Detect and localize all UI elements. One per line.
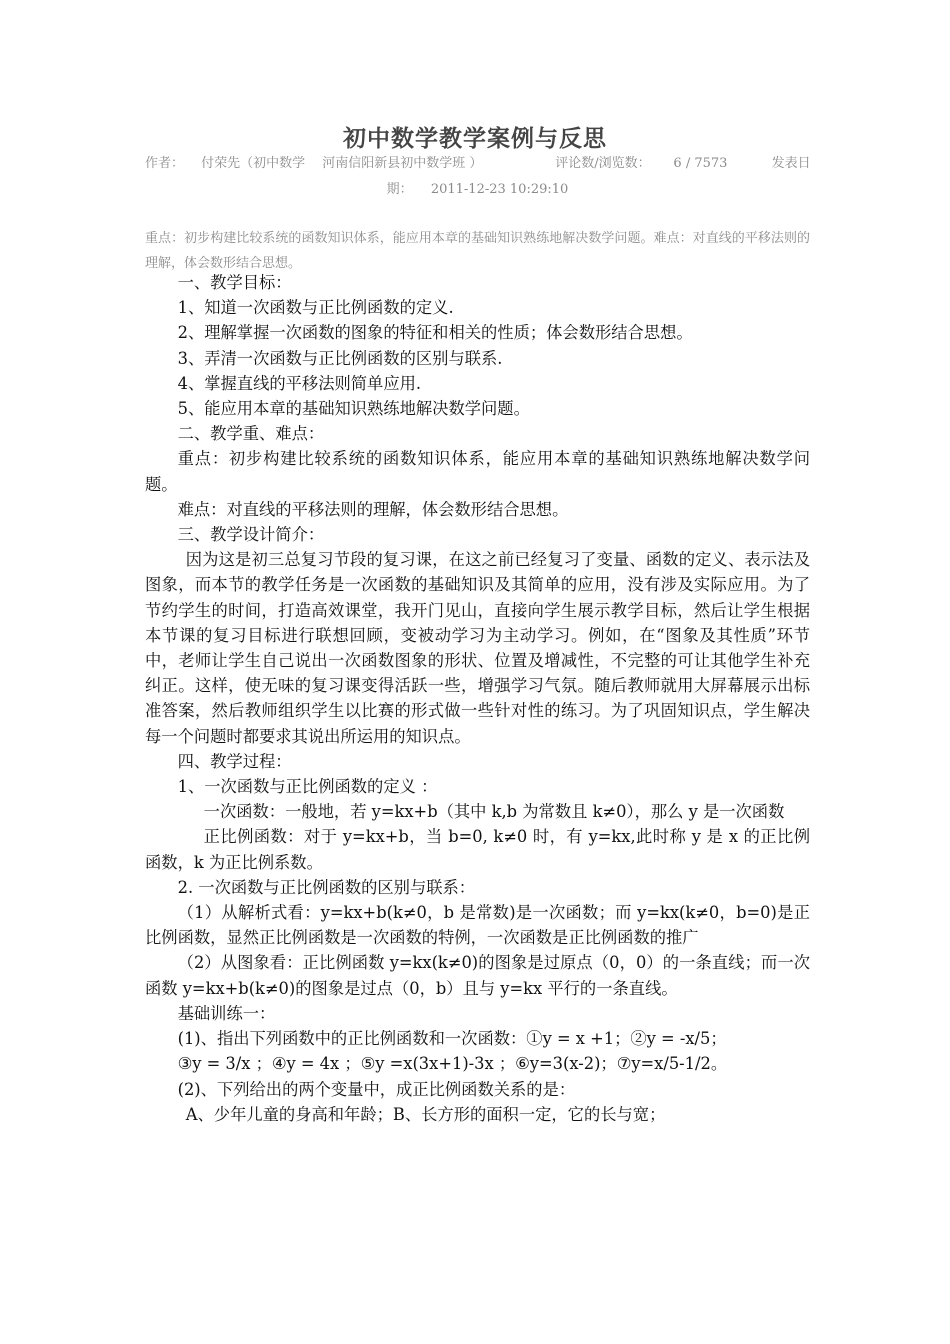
- linear-function-definition: 一次函数：一般地，若 y=kx+b（其中 k,b 为常数且 k≠0），那么 y 是一次函数: [203, 802, 785, 822]
- article-meta: [145, 152, 810, 171]
- exercise-2-options: A、少年儿童的身高和年龄；B、长方形的面积一定，它的长与宽；: [185, 1104, 666, 1124]
- article-body: [145, 270, 810, 1127]
- keypoint-difficulty: 难点：对直线的平移法则的理解，体会数形结合思想。: [177, 499, 569, 519]
- exercise-heading: 基础训练一：: [177, 1003, 276, 1023]
- exercise-1: (1)、指出下列函数中的正比例函数和一次函数：①y = x +1；②y = -x/5；: [177, 1029, 727, 1049]
- publish-date: 2011-12-23 10:29:10: [430, 182, 569, 197]
- date-label-part1: 发表日: [771, 156, 811, 171]
- section-heading-design: 三、教学设计简介：: [177, 525, 325, 545]
- exercise-2: (2)、下列给出的两个变量中，成正比例函数关系的是：: [177, 1079, 576, 1099]
- objective-4: 4、掌握直线的平移法则简单应用.: [177, 373, 422, 393]
- difference-expression: （1）从解析式看：y=kx+b(k≠0，b 是常数)是一次函数；而 y=kx(k≠0，b=0)是正比例函数，显然正比例函数是一次函数的特例，一次函数是正比例函数的推广: [145, 903, 810, 948]
- objective-5: 5、能应用本章的基础知识熟练地解决数学问题。: [177, 399, 530, 419]
- difference-graph: （2）从图象看：正比例函数 y=kx(k≠0)的图象是过原点（0，0）的一条直线；而一次函数 y=kx+b(k≠0)的图象是过点（0，b）且与 y=kx 平行的一条直线。: [145, 953, 810, 998]
- exercise-1-continued: ③y = 3/x ；④y = 4x ；⑤y =x(3x+1)-3x ；⑥y=3(x-2)；⑦y=x/5-1/2。: [177, 1054, 728, 1074]
- keypoint-focus: 重点：初步构建比较系统的函数知识体系，能应用本章的基础知识熟练地解决数学问题。: [145, 449, 810, 494]
- article-date-line: [145, 178, 810, 197]
- process-item-1: 1、一次函数与正比例函数的定义 ：: [177, 777, 438, 797]
- author-name: 付荣先（初中数学 河南信阳新县初中数学班 ）: [201, 156, 483, 171]
- author-label: 作者：: [145, 156, 185, 171]
- date-label-part2: 期：: [386, 182, 413, 197]
- process-item-2: 2. 一次函数与正比例函数的区别与联系：: [177, 877, 476, 897]
- document-title: 初中数学教学案例与反思: [343, 125, 607, 152]
- objective-1: 1、知道一次函数与正比例函数的定义.: [177, 298, 454, 318]
- objective-3: 3、弄清一次函数与正比例函数的区别与联系.: [177, 348, 503, 368]
- article-summary: 重点：初步构建比较系统的函数知识体系，能应用本章的基础知识熟练地解决数学问题。难点：对直线的平移法则的理解，体会数形结合思想。: [145, 231, 810, 271]
- design-paragraph: 因为这是初三总复习节段的复习课，在这之前已经复习了变量、函数的定义、表示法及图象，而本节的教学任务是一次函数的基础知识及其简单的应用，没有涉及实际应用。为了节约学生的时间，打造高效课堂，我开门见山，直接向学生展示教学目标，然后让学生根据本节课的复习目标进行联想回顾，变被动学习为主动学习。例如，在“图象及其性质”环节中，老师让学生自己说出一次函数图象的形状、位置及增减性，不完整的可让其他学生补充纠正。这样，使无味的复习课变得活跃一些，增强学习气氛。随后教师就用大屏幕展示出标准答案，然后教师组织学生以比赛的形式做一些针对性的练习。为了巩固知识点，学生解决每一个问题时都要求其说出所运用的知识点。: [145, 550, 810, 746]
- comments-label: 评论数/浏览数：: [555, 156, 651, 171]
- section-heading-objectives: 一、教学目标：: [177, 273, 292, 292]
- comments-value: 6 / 7573: [673, 156, 728, 171]
- section-heading-process: 四、教学过程：: [177, 751, 292, 771]
- proportional-function-definition: 正比例函数：对于 y=kx+b，当 b=0, k≠0 时，有 y=kx,此时称 y 是 x 的正比例函数，k 为正比例系数。: [145, 827, 810, 872]
- section-heading-keypoints: 二、教学重、难点：: [177, 424, 325, 444]
- objective-2: 2、理解掌握一次函数的图象的特征和相关的性质；体会数形结合思想。: [177, 323, 693, 343]
